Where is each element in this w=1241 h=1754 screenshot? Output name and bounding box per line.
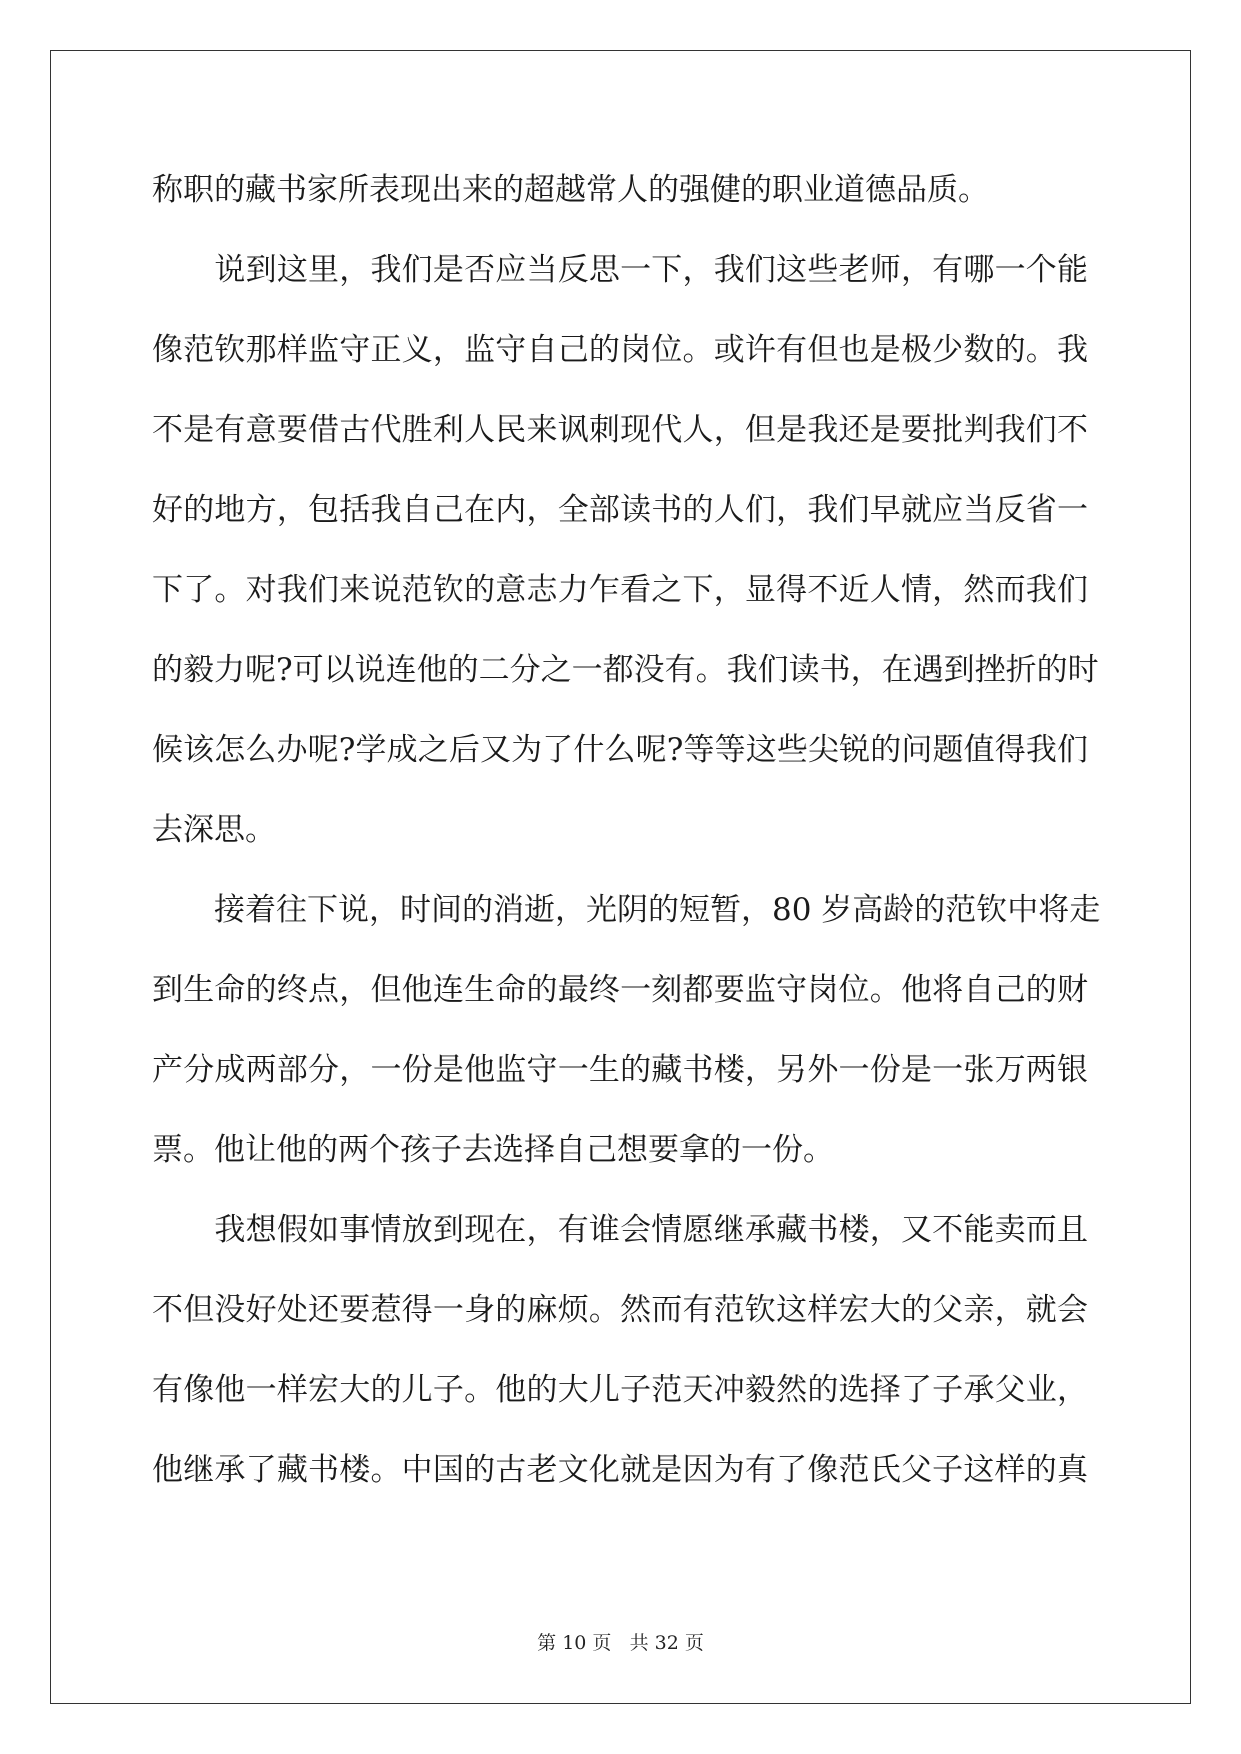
text-line: 有像他一样宏大的儿子。他的大儿子范天冲毅然的选择了子承父业， bbox=[152, 1372, 1088, 1408]
text-line: 的毅力呢?可以说连他的二分之一都没有。我们读书，在遇到挫折的时 bbox=[152, 652, 1099, 688]
text-line: 不是有意要借古代胜利人民来讽刺现代人，但是我还是要批判我们不 bbox=[152, 412, 1088, 448]
text-line: 像范钦那样监守正义，监守自己的岗位。或许有但也是极少数的。我 bbox=[152, 332, 1088, 368]
text-line: 我想假如事情放到现在，有谁会情愿继承藏书楼，又不能卖而且 bbox=[152, 1212, 1088, 1248]
text-line: 到生命的终点，但他连生命的最终一刻都要监守岗位。他将自己的财 bbox=[152, 972, 1088, 1008]
page-total: 共 32 页 bbox=[629, 1632, 704, 1654]
text-line: 他继承了藏书楼。中国的古老文化就是因为有了像范氏父子这样的真 bbox=[152, 1452, 1088, 1488]
text-line: 接着往下说，时间的消逝，光阴的短暂，80 岁高龄的范钦中将走 bbox=[152, 892, 1101, 928]
document-body bbox=[152, 150, 1101, 1510]
text-line: 候该怎么办呢?学成之后又为了什么呢?等等这些尖锐的问题值得我们 bbox=[152, 732, 1088, 768]
text-line: 下了。对我们来说范钦的意志力乍看之下，显得不近人情，然而我们 bbox=[152, 572, 1088, 608]
text-line: 不但没好处还要惹得一身的麻烦。然而有范钦这样宏大的父亲，就会 bbox=[152, 1292, 1088, 1328]
text-line: 票。他让他的两个孩子去选择自己想要拿的一份。 bbox=[152, 1132, 834, 1168]
page-footer bbox=[0, 1628, 1241, 1655]
text-line: 说到这里，我们是否应当反思一下，我们这些老师，有哪一个能 bbox=[152, 252, 1088, 288]
text-line: 产分成两部分，一份是他监守一生的藏书楼，另外一份是一张万两银 bbox=[152, 1052, 1088, 1088]
text-line: 好的地方，包括我自己在内，全部读书的人们，我们早就应当反省一 bbox=[152, 492, 1088, 528]
text-line: 去深思。 bbox=[152, 812, 276, 848]
page-number: 第 10 页 bbox=[537, 1632, 612, 1654]
text-line: 称职的藏书家所表现出来的超越常人的强健的职业道德品质。 bbox=[152, 172, 989, 208]
